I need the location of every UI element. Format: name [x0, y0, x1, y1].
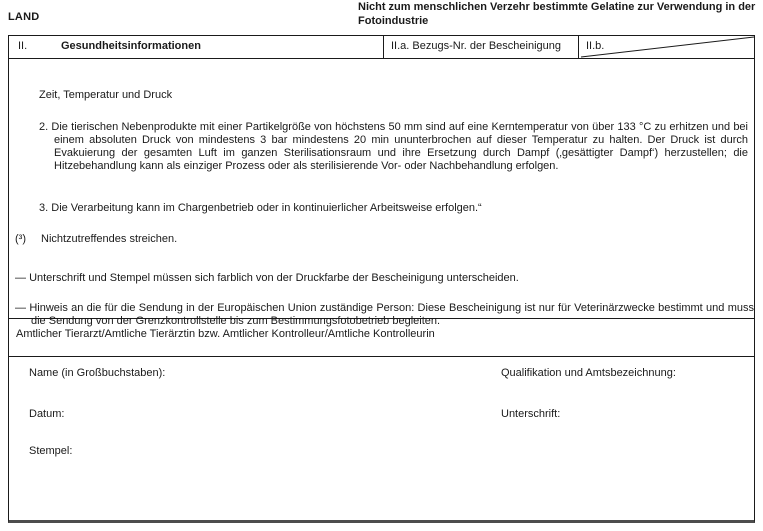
signature-field[interactable] — [501, 422, 741, 442]
clause-2-text: Die tierischen Nebenprodukte mit einer Partikelgröße von höchstens 50 mm sind auf eine Kerntemperatur von über 133 °C zu erhitzen und bei einem absoluten Druck von mindestens 3 bar mindestens 20 min ununterbrochen auf dieser Temperatur zu halten. Der Druck ist durch Evakuierung der gesamten Luft im ganzen Sterilisationsraum und ihre Ersetzung durch Dampf (‚gesättigter Dampf‘) herzustellen; die Hitzebehandlung kann als einziger Prozess oder als sterilisierende Vor- oder Nachbehandlung erfolgen. — [51, 121, 748, 172]
official-title-row — [9, 319, 754, 357]
section-header-row — [9, 36, 754, 59]
signature-label: Unterschrift: — [501, 408, 561, 420]
reference-number-label: II.a. Bezugs-Nr. der Bescheinigung — [383, 36, 586, 58]
clause-3-text: Die Verarbeitung kann im Chargenbetrieb oder in kontinuierlicher Arbeitsweise erfolgen.“ — [51, 202, 482, 214]
stamp-label: Stempel: — [29, 445, 73, 457]
document-title: Nicht zum menschlichen Verzehr bestimmte Gelatine zur Verwendung in der Fotoindustrie — [358, 1, 756, 27]
reference-number-field[interactable] — [391, 36, 577, 58]
iib-cell — [578, 36, 762, 58]
footnote-marker: (³) — [15, 233, 26, 245]
certificate-form — [8, 35, 755, 523]
note-signature-color — [15, 272, 754, 285]
stamp-field[interactable] — [29, 461, 329, 511]
dash: — — [15, 302, 26, 314]
clause-2-number: 2. — [39, 121, 49, 133]
name-label: Name (in Großbuchstaben): — [29, 367, 166, 379]
clause-3-number: 3. — [39, 202, 49, 214]
section-title: Gesundheitsinformationen — [61, 40, 201, 52]
health-information-section — [9, 59, 754, 327]
diagonal-strike-line — [579, 36, 755, 58]
iib-label: II.b. — [586, 40, 605, 52]
subheading-time-temp-pressure: Zeit, Temperatur und Druck — [39, 89, 173, 101]
clause-3 — [39, 202, 748, 215]
section-number: II. — [18, 40, 28, 52]
signature-fields — [9, 357, 754, 520]
date-label: Datum: — [29, 408, 65, 420]
footnote-text: Nichtzutreffendes streichen. — [41, 233, 178, 245]
qualification-label: Qualifikation und Amtsbezeichnung: — [501, 367, 676, 379]
note-2-text: Hinweis an die für die Sendung in der Europäischen Union zuständige Person: Diese Bescheinigung ist nur für Veterinärzwecke bestimmt und muss die Sendung von der Grenzkontrollstelle bis zum Bestimmungsfotobetrieb begleiten. — [29, 302, 754, 327]
qualification-field[interactable] — [501, 381, 741, 401]
note-1-text: Unterschrift und Stempel müssen sich farblich von der Druckfarbe der Bescheinigung unterscheiden. — [29, 272, 519, 284]
dash: — — [15, 272, 26, 284]
name-field[interactable] — [169, 362, 469, 382]
country-label: LAND — [8, 11, 40, 23]
date-field[interactable] — [69, 403, 369, 423]
official-veterinarian-title: Amtlicher Tierarzt/Amtliche Tierärztin bzw. Amtlicher Kontrolleur/Amtliche Kontrolleurin — [16, 328, 435, 340]
clause-2 — [39, 121, 748, 173]
footnote-3 — [15, 233, 177, 245]
